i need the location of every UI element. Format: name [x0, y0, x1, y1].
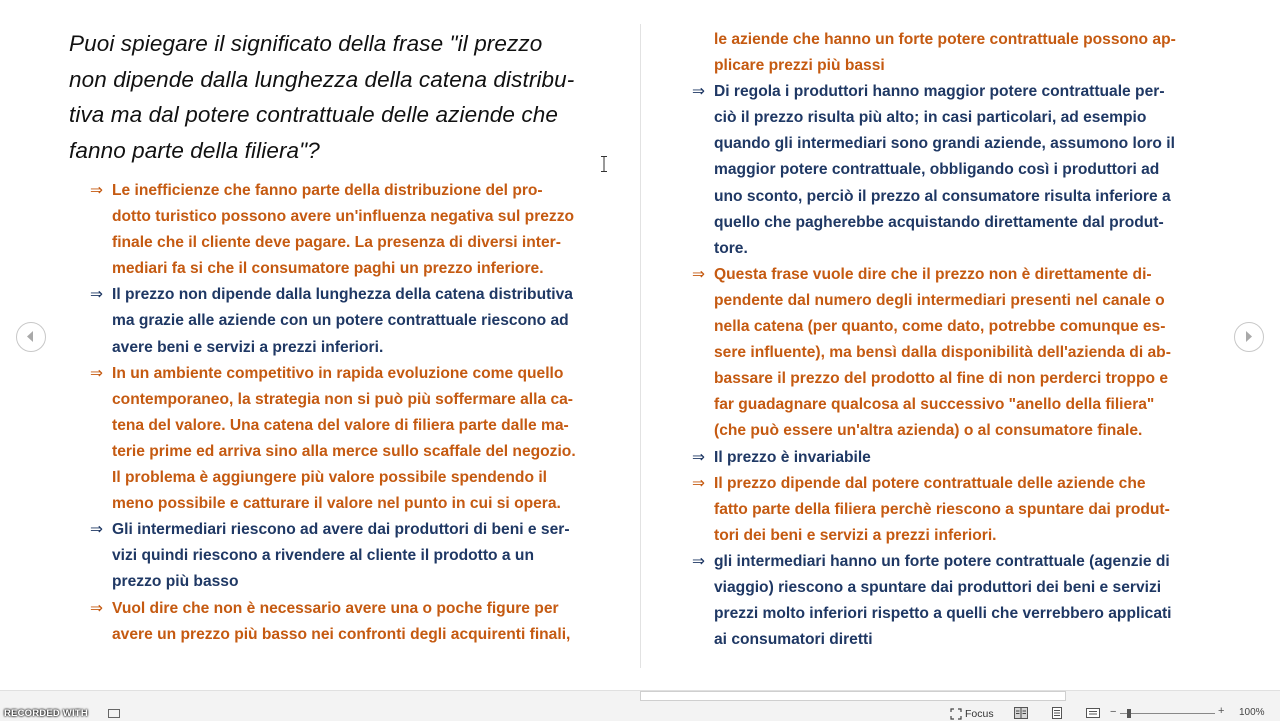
answer-line: ma grazie alle aziende con un potere contrattuale riescono ad — [112, 312, 569, 330]
chevron-left-circle-icon — [17, 323, 44, 350]
answer-line: bassare il prezzo del prodotto al fine di non perderci troppo e — [714, 370, 1169, 388]
double-arrow-icon: ⇒ — [90, 521, 104, 539]
question-line: fanno parte della filiera"? — [69, 137, 320, 163]
answer-line: Questa frase vuole dire che il prezzo non è direttamente di- — [714, 265, 1152, 283]
answer-continuation — [692, 27, 1217, 79]
answer-line: terie prime ed arriva sino alla merce sullo scaffale del negozio. — [112, 442, 576, 460]
answer-line: Il prezzo non dipende dalla lunghezza della catena distributiva — [112, 286, 573, 304]
answer-item — [90, 517, 615, 595]
answer-line: Il prezzo è invariabile — [714, 448, 871, 466]
double-arrow-icon: ⇒ — [692, 552, 706, 570]
recorder-icon — [108, 709, 120, 718]
answer-line: Vuol dire che non è necessario avere una o poche figure per — [112, 599, 559, 617]
zoom-slider[interactable] — [1120, 713, 1215, 714]
double-arrow-icon: ⇒ — [692, 474, 706, 492]
focus-label: Focus — [965, 707, 994, 720]
answer-line: le aziende che hanno un forte potere contrattuale possono ap- — [714, 31, 1176, 48]
focus-button[interactable] — [950, 707, 994, 720]
answer-line: In un ambiente competitivo in rapida evoluzione come quello — [112, 364, 564, 382]
answer-line: avere beni e servizi a prezzi inferiori. — [112, 338, 384, 356]
answer-item — [692, 445, 1217, 471]
recorder-watermark: RECORDED WITH — [4, 708, 88, 719]
horizontal-scrollbar[interactable] — [640, 691, 1066, 701]
answer-item — [692, 79, 1217, 262]
answer-line: prezzi molto inferiori rispetto a quelli che verrebbero applicati — [714, 605, 1172, 623]
zoom-slider-thumb[interactable] — [1127, 709, 1131, 718]
answer-line: maggior potere contrattuale, obbligando così i produttori ad — [714, 161, 1160, 179]
answer-item — [90, 282, 615, 360]
answer-line: vizi quindi riescono a rivendere al cliente il prodotto a un — [112, 547, 534, 565]
answer-line: tore. — [714, 239, 748, 257]
answer-line: avere un prezzo più basso nei confronti degli acquirenti finali, — [112, 625, 571, 643]
answer-item — [692, 262, 1217, 445]
answer-line: nella catena (per quanto, come dato, potrebbe comunque es- — [714, 318, 1166, 336]
next-page-button[interactable] — [1234, 322, 1264, 352]
double-arrow-icon: ⇒ — [90, 599, 104, 617]
answer-item — [692, 549, 1217, 653]
question-line: non dipende dalla lunghezza della catena distribu- — [69, 66, 575, 92]
answer-line: gli intermediari hanno un forte potere contrattuale (agenzie di — [714, 552, 1170, 570]
answer-item — [90, 596, 615, 648]
double-arrow-icon: ⇒ — [692, 83, 706, 101]
double-arrow-icon: ⇒ — [90, 364, 104, 382]
focus-icon — [950, 708, 962, 720]
answer-line: far guadagnare qualcosa al successivo "anello della filiera" — [714, 396, 1155, 414]
answer-item — [692, 471, 1217, 549]
chevron-right-circle-icon — [1235, 323, 1262, 350]
answer-line: Il prezzo dipende dal potere contrattuale delle aziende che — [714, 474, 1146, 492]
answer-line: ciò il prezzo risulta più alto; in casi particolari, ad esempio — [714, 109, 1147, 127]
answer-line: quello che pagherebbe acquistando direttamente dal produt- — [714, 213, 1164, 231]
question-line: tiva ma dal potere contrattuale delle aziende che — [69, 102, 558, 127]
text-cursor-icon — [601, 156, 607, 172]
answers-column-right — [692, 27, 1217, 653]
answer-line: finale che il cliente deve pagare. La presenza di diversi inter- — [112, 234, 561, 252]
answer-line: viaggio) riescono a spuntare dai produttori dei beni e servizi — [714, 578, 1162, 596]
zoom-level[interactable]: 100% — [1239, 707, 1265, 718]
answer-line: prezzo più basso — [112, 573, 239, 591]
previous-page-button[interactable] — [16, 322, 46, 352]
web-layout-icon[interactable] — [1086, 707, 1100, 719]
answer-line: pendente dal numero degli intermediari presenti nel canale o — [714, 291, 1165, 309]
answer-line: tena del valore. Una catena del valore di filiera parte dalle ma- — [112, 416, 569, 434]
zoom-out-button[interactable]: − — [1110, 706, 1117, 718]
answer-line: sere influente), ma bensì dalla disponibilità dell'azienda di ab- — [714, 344, 1171, 362]
double-arrow-icon: ⇒ — [692, 448, 706, 466]
answer-item — [90, 361, 615, 518]
answer-line: contemporaneo, la strategia non si può più soffermare alla ca- — [112, 390, 573, 408]
answer-line: plicare prezzi più bassi — [714, 57, 885, 75]
answer-line: tori dei beni e servizi a prezzi inferiori. — [714, 526, 997, 544]
answer-line: Le inefficienze che fanno parte della distribuzione del pro- — [112, 182, 543, 199]
answer-line: Gli intermediari riescono ad avere dai produttori di beni e ser- — [112, 521, 570, 539]
answer-item — [90, 178, 615, 282]
answer-line: fatto parte della filiera perchè riescono a spuntare dai produt- — [714, 500, 1170, 518]
read-mode-icon[interactable] — [1014, 707, 1028, 719]
answer-line: mediari fa si che il consumatore paghi un prezzo inferiore. — [112, 260, 544, 278]
question-line: Puoi spiegare il significato della frase "il prezzo — [69, 31, 543, 56]
zoom-in-button[interactable]: + — [1218, 705, 1225, 717]
double-arrow-icon: ⇒ — [90, 182, 104, 199]
answer-line: uno sconto, perciò il prezzo al consumatore risulta inferiore a — [714, 187, 1171, 205]
double-arrow-icon: ⇒ — [90, 286, 104, 304]
answer-line: ai consumatori diretti — [714, 631, 873, 649]
answer-line: dotto turistico possono avere un'influenza negativa sul prezzo — [112, 208, 575, 226]
answer-line: Di regola i produttori hanno maggior potere contrattuale per- — [714, 83, 1165, 101]
print-layout-icon[interactable] — [1050, 707, 1064, 719]
page-title — [69, 26, 629, 168]
answers-column-left — [90, 178, 615, 648]
answer-line: (che può essere un'altra azienda) o al consumatore finale. — [714, 422, 1143, 440]
double-arrow-icon: ⇒ — [692, 265, 706, 283]
answer-line: meno possibile e catturare il valore nel punto in cui si opera. — [112, 495, 561, 513]
answer-line: quando gli intermediari sono grandi aziende, assumono loro il — [714, 135, 1175, 153]
column-divider — [640, 24, 641, 668]
answer-line: Il problema è aggiungere più valore possibile spendendo il — [112, 469, 547, 487]
